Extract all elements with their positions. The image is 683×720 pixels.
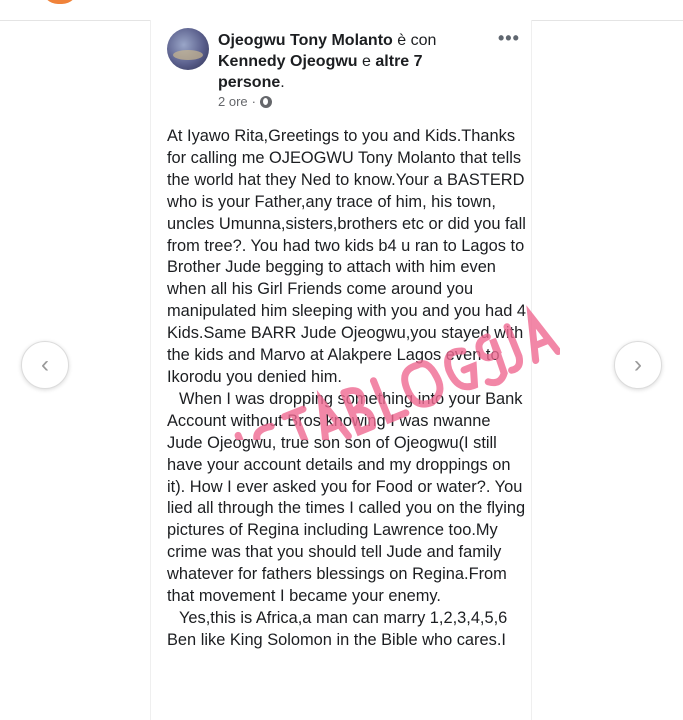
chevron-left-icon: ‹ [41,351,49,378]
tagged-name[interactable]: Kennedy Ojeogwu [218,53,358,70]
next-arrow-button[interactable] [614,341,662,389]
with-text: è con [397,32,437,49]
profile-avatar-partial[interactable] [42,0,78,4]
post-paragraph: Yes,this is Africa,a man can marry 1,2,3,4,5,6 Ben like King Solomon in the Bible who cares.I [167,608,508,649]
author-avatar[interactable] [167,28,209,70]
globe-icon [260,96,272,108]
top-bar [0,0,683,21]
post-paragraph: When I was dropping something into your Bank Account without Bros knowing I was nwanne Jude Ojeogwu, true son son of Ojeogwu(I still have your account details and my droppings on it). How I ever asked you for Food or water?. You lied all through the times I called you on the flying pictures of Regina including Lawrence too.My crime was that you should tell Jude and family whatever for fathers blessings on Regina.From that movement I became your enemy. [167,389,526,606]
author-name[interactable]: Ojeogwu Tony Molanto [218,32,393,49]
and-text: e [362,53,371,70]
post-paragraph: At Iyawo Rita,Greetings to you and Kids.Thanks for calling me OJEOGWU Tony Molanto that tells the world hat they Ned to know.Your a BASTERD who is your Father,any trace of him, his town, uncles Umunna,sisters,brothers etc or did you fall from tree?. You had two kids b4 u ran to Lagos to Brother Jude begging to attach with him even when all his Girl Friends come around you manipulated him sleeping with you and you had 4 Kids.Same BARR Jude Ojeogwu,you stayed with the kids and Marvo at Alakpere Lagos even to Ikorodu you denied him. [167,127,527,386]
more-options-icon[interactable]: ••• [498,28,520,48]
meta-separator: · [251,94,256,109]
post-body [167,126,527,652]
post-meta [218,94,272,109]
others-link[interactable]: altre 7 persone [218,53,423,91]
post-time[interactable]: 2 ore [218,94,248,109]
post-header [218,30,468,93]
header-period: . [280,74,285,91]
prev-arrow-button[interactable] [21,341,69,389]
chevron-right-icon: › [634,351,642,378]
